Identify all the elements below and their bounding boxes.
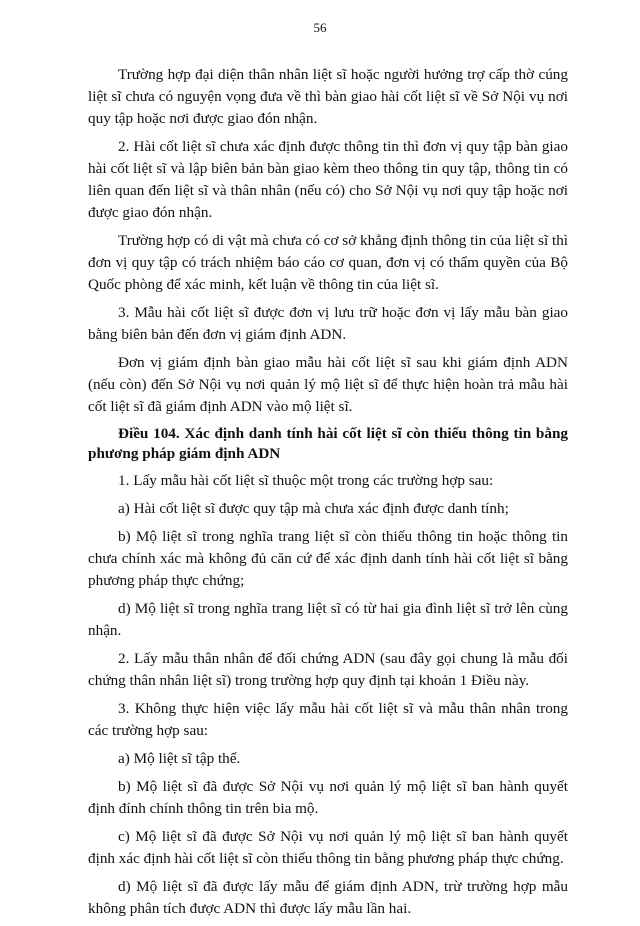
paragraph: b) Mộ liệt sĩ đã được Sở Nội vụ nơi quản lý mộ liệt sĩ ban hành quyết định đính chính thông tin trên bia mộ. bbox=[88, 778, 568, 817]
paragraph: Trường hợp đại diện thân nhân liệt sĩ hoặc người hưởng trợ cấp thờ cúng liệt sĩ chưa có nguyện vọng đưa về thì bàn giao hài cốt liệt sĩ về Sở Nội vụ nơi quy tập hoặc nơi được giao đón nhận. bbox=[88, 66, 568, 127]
page-number: 56 bbox=[313, 20, 327, 35]
paragraph: 3. Mẫu hài cốt liệt sĩ được đơn vị lưu trữ hoặc đơn vị lấy mẫu bàn giao bằng biên bản đến đơn vị giám định ADN. bbox=[88, 304, 568, 343]
paragraph: Đơn vị giám định bàn giao mẫu hài cốt liệt sĩ sau khi giám định ADN (nếu còn) đến Sở Nội vụ nơi quản lý mộ liệt sĩ để thực hiện hoàn trả mẫu hài cốt liệt sĩ đã giám định ADN vào mộ liệt sĩ. bbox=[88, 354, 568, 415]
paragraph: 2. Lấy mẫu thân nhân để đối chứng ADN (sau đây gọi chung là mẫu đối chứng thân nhân liệt sĩ) trong trường hợp quy định tại khoản 1 Điều này. bbox=[88, 650, 568, 689]
document-body bbox=[88, 64, 568, 926]
paragraph: d) Mộ liệt sĩ trong nghĩa trang liệt sĩ có từ hai gia đình liệt sĩ trở lên cùng nhận. bbox=[88, 600, 568, 639]
paragraph: 3. Không thực hiện việc lấy mẫu hài cốt liệt sĩ và mẫu thân nhân trong các trường hợp sau: bbox=[88, 700, 568, 739]
paragraph: b) Mộ liệt sĩ trong nghĩa trang liệt sĩ còn thiếu thông tin hoặc thông tin chưa chính xác mà không đủ căn cứ để xác định danh tính hài cốt liệt sĩ bằng phương pháp thực chứng; bbox=[88, 528, 568, 589]
paragraph: 1. Lấy mẫu hài cốt liệt sĩ thuộc một trong các trường hợp sau: bbox=[118, 472, 494, 489]
article-heading: Điều 104. Xác định danh tính hài cốt liệt sĩ còn thiếu thông tin bằng phương pháp giám định ADN bbox=[88, 425, 568, 462]
paragraph: a) Mộ liệt sĩ tập thể. bbox=[118, 750, 241, 767]
paragraph: Trường hợp có di vật mà chưa có cơ sở khẳng định thông tin của liệt sĩ thì đơn vị quy tập có trách nhiệm báo cáo cơ quan, đơn vị có thẩm quyền của Bộ Quốc phòng để xác minh, kết luận về thông tin của liệt sĩ. bbox=[88, 232, 569, 293]
paragraph: c) Mộ liệt sĩ đã được Sở Nội vụ nơi quản lý mộ liệt sĩ ban hành quyết định xác định hài cốt liệt sĩ còn thiếu thông tin bằng phương pháp thực chứng. bbox=[88, 828, 568, 867]
paragraph: d) Mộ liệt sĩ đã được lấy mẫu để giám định ADN, trừ trường hợp mẫu không phân tích được ADN thì được lấy mẫu lần hai. bbox=[88, 878, 568, 917]
paragraph: 2. Hài cốt liệt sĩ chưa xác định được thông tin thì đơn vị quy tập bàn giao hài cốt liệt sĩ và lập biên bản bàn giao kèm theo thông tin quy tập, thông tin có liên quan đến liệt sĩ và thân nhân (nếu có) cho Sở Nội vụ nơi quy tập hoặc nơi được giao đón nhận. bbox=[88, 138, 568, 221]
paragraph: a) Hài cốt liệt sĩ được quy tập mà chưa xác định được danh tính; bbox=[118, 500, 509, 517]
